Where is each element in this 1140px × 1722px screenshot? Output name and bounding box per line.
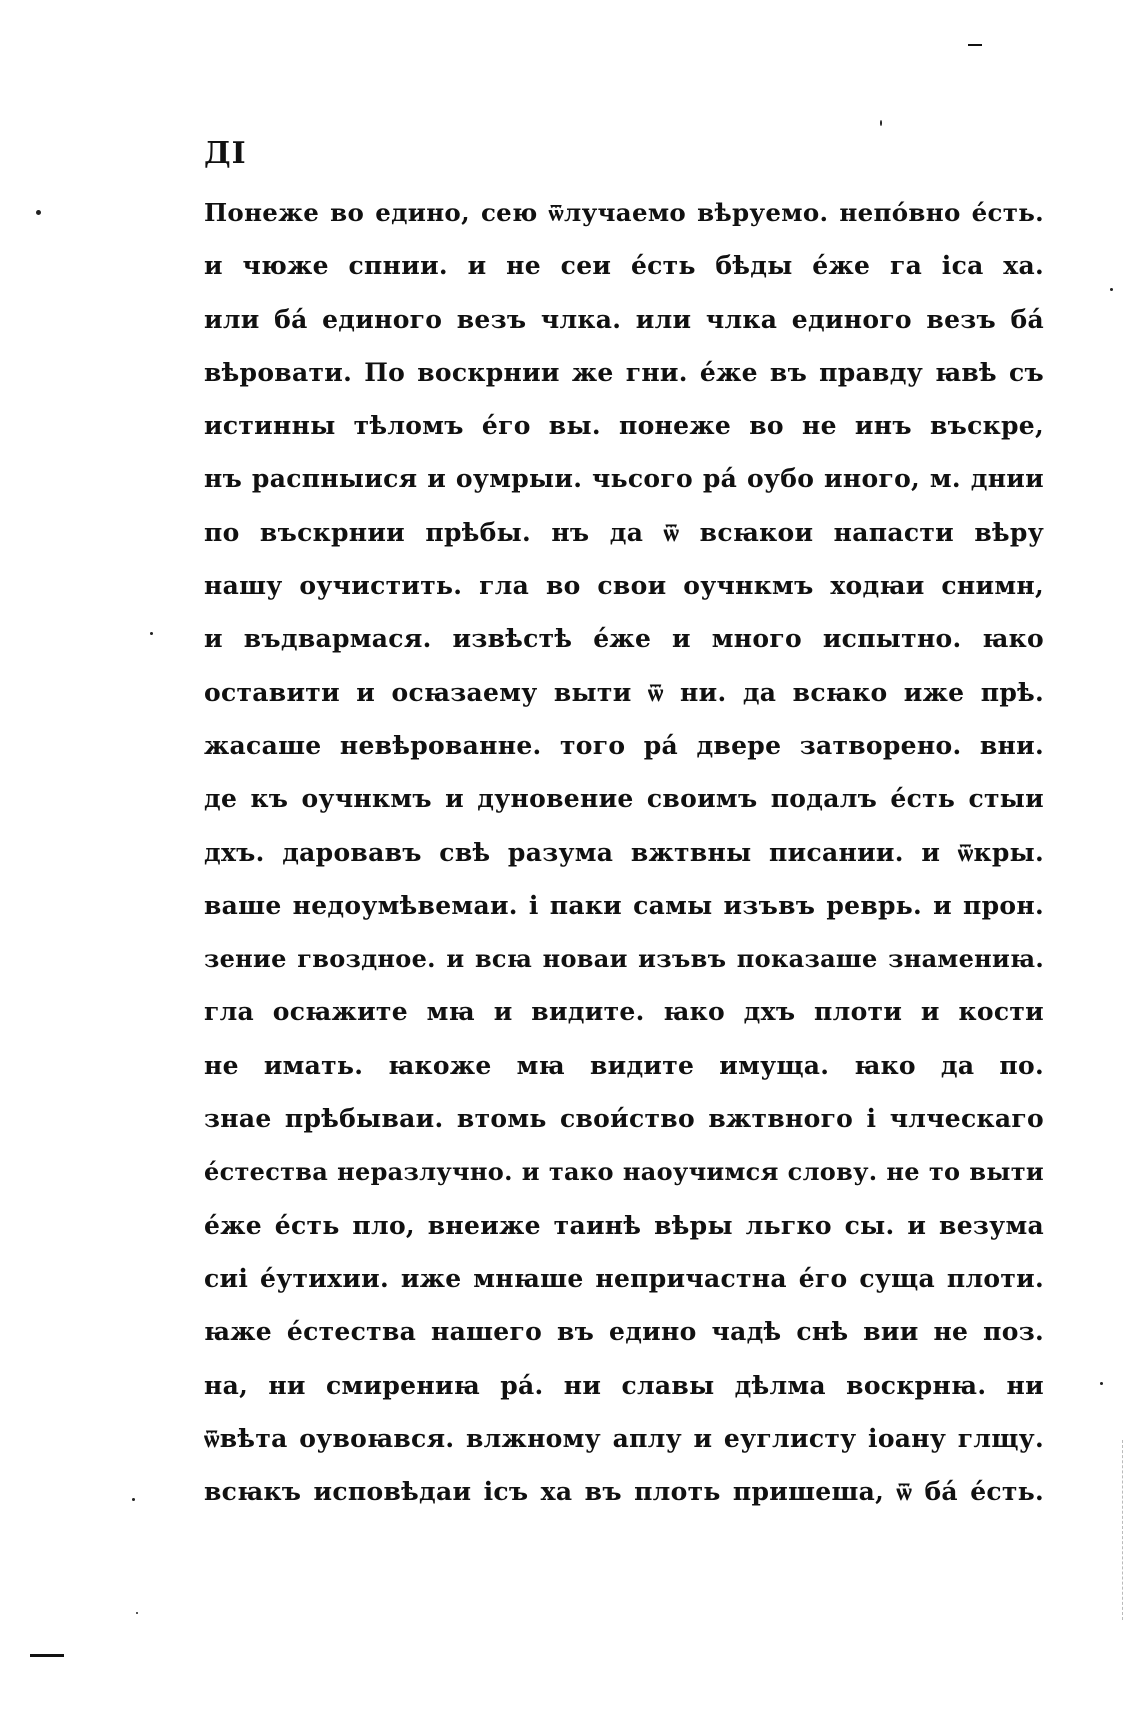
text-line: сиі е́утихии. иже мнꙗше непричастна е́го суща плоти.: [204, 1263, 1044, 1293]
text-line: е́стества неразлучно. и тако наоучимся слову. не то выти: [204, 1157, 1044, 1187]
scan-dash: [30, 1654, 64, 1657]
folio-number: ДI: [204, 136, 247, 171]
text-line: Понеже во едино, сею ѿлучаемо вѣруемо. непо́вно е́сть.: [204, 198, 1044, 227]
scan-speck: [136, 1612, 138, 1614]
text-line: гла осꙗжите мꙗ и видите. ꙗко дхъ плоти и кости: [204, 997, 1044, 1027]
scan-speck: [1110, 288, 1113, 291]
text-line: жасаше невѣрованне. того ра́ двере затворено. вни.: [204, 730, 1044, 760]
text-line: и въдвармася. извѣстѣ е́же и много испытно. ꙗко: [204, 624, 1044, 654]
text-line: на, ни смирениꙗ ра́. ни славы дѣлма воскрнꙗ. ни: [204, 1370, 1044, 1400]
scan-dash: [968, 44, 982, 46]
text-line: е́же е́сть пло, внеиже таинѣ вѣры льгко сы. и везума: [204, 1210, 1044, 1240]
text-line: не имать. ꙗкоже мꙗ видите имуща. ꙗко да по.: [204, 1050, 1044, 1080]
scan-speck: [150, 632, 153, 635]
text-line: и чюже спнии. и не сеи е́сть бѣды е́же га іса ха.: [204, 251, 1044, 281]
text-line: знае прѣбываи. втомь свои́ство вжтвного і члческаго: [204, 1104, 1044, 1134]
text-line: оставити и осꙗзаему выти ѿ ни. да всꙗко иже прѣ.: [204, 677, 1044, 707]
text-line: истинны тѣломъ е́го вы. понеже во не инъ въскре,: [204, 411, 1044, 441]
text-line: ваше недоумѣвемаи. і паки самы изъвъ реврь. и прон.: [204, 890, 1044, 920]
scan-speck: [132, 1498, 135, 1501]
scan-speck: [36, 210, 41, 215]
scan-speck: [1100, 1382, 1103, 1385]
text-line: по въскрнии прѣбы. нъ да ѿ всꙗкои напасти вѣру: [204, 517, 1044, 547]
text-line: нъ распныися и оумрыи. чьсого ра́ оубо иного, м. днии: [204, 464, 1044, 494]
scan-speck: [880, 120, 882, 126]
text-line: зение гвоздное. и всꙗ новаи изъвъ показаше знамениꙗ.: [204, 944, 1044, 974]
scan-edge-line: [1122, 1440, 1123, 1620]
text-line: ѿвѣта оувоꙗвся. влжному аплу и еуглисту іоану глщу.: [204, 1423, 1044, 1453]
body-text: [204, 186, 1044, 1518]
text-line: всꙗкъ исповѣдаи ісъ ха въ плоть пришеша, ѿ ба́ е́сть.: [204, 1477, 1044, 1507]
text-line: или ба́ единого везъ члка. или члка единого везъ ба́: [204, 304, 1044, 334]
text-line: дхъ. даровавъ свѣ разума вжтвны писании. и ѿкры.: [204, 837, 1044, 867]
text-line: вѣровати. По воскрнии же гни. е́же въ правду ꙗвѣ съ: [204, 357, 1044, 387]
text-line: нашу оучистить. гла во свои оучнкмъ ходꙗи снимн,: [204, 571, 1044, 601]
text-line: де къ оучнкмъ и дуновение своимъ подалъ е́сть стыи: [204, 784, 1044, 814]
text-line: ꙗже е́стества нашего въ едино чадѣ снѣ вии не поз.: [204, 1317, 1044, 1347]
